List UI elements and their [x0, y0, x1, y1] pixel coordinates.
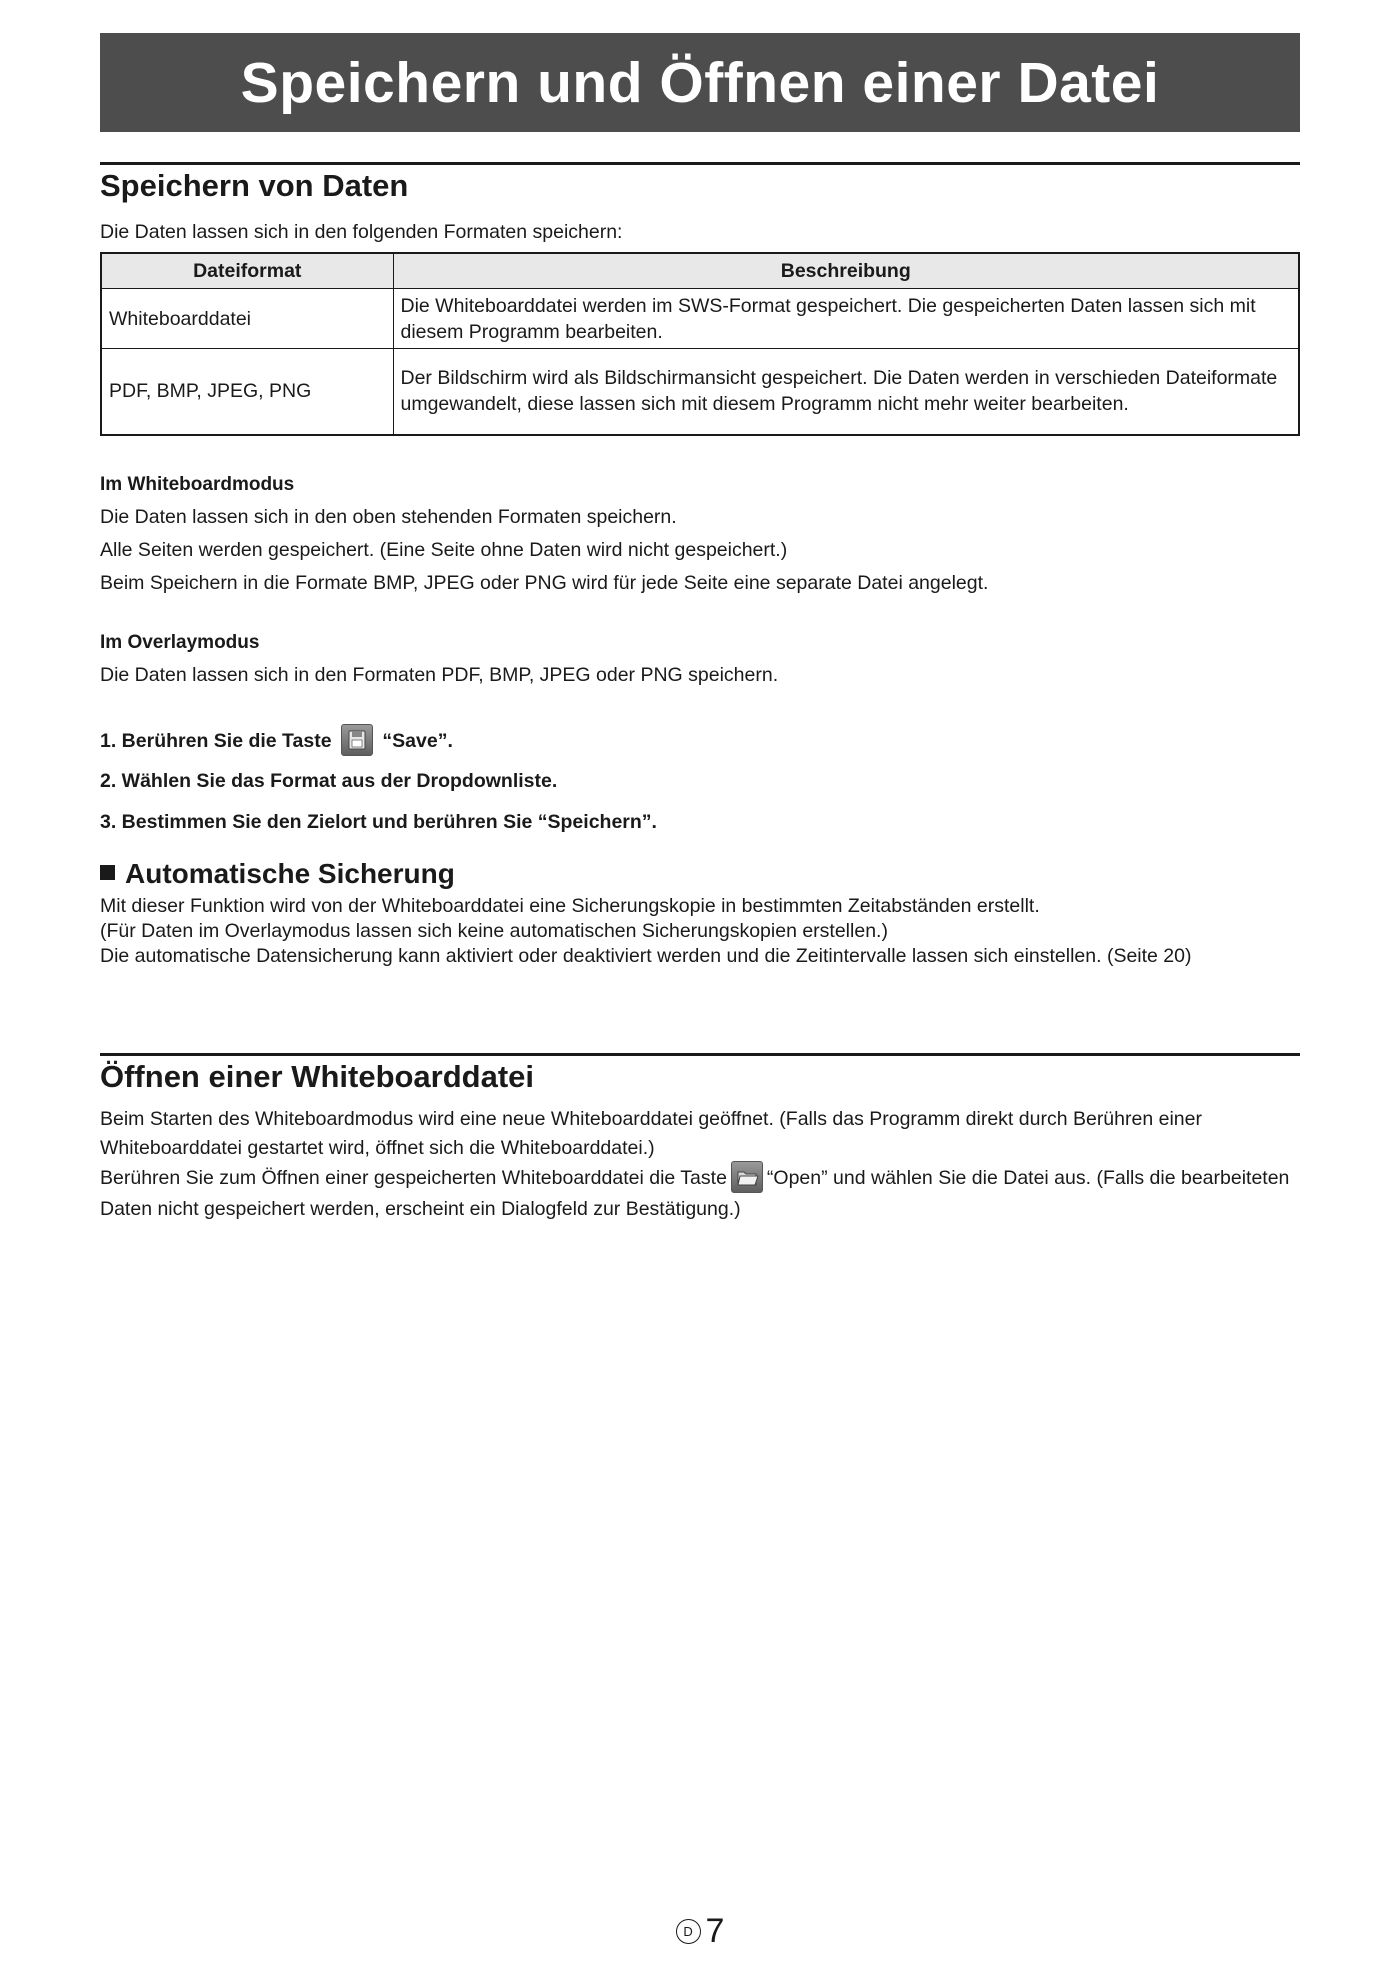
table-cell-format: Whiteboarddatei — [101, 289, 393, 349]
formats-table — [100, 252, 1300, 436]
whiteboard-mode-line-2: Alle Seiten werden gespeichert. (Eine Seite ohne Daten wird nicht gespeichert.) — [100, 538, 788, 561]
table-header-row — [101, 253, 1299, 289]
whiteboard-mode-line-1: Die Daten lassen sich in den oben stehenden Formaten speichern. — [100, 505, 677, 528]
save-intro: Die Daten lassen sich in den folgenden Formaten speichern: — [100, 221, 623, 244]
step-1-label: “Save”. — [382, 729, 453, 752]
whiteboard-mode-heading: Im Whiteboardmodus — [100, 473, 295, 495]
table-header-format: Dateiformat — [101, 253, 393, 289]
open-section-heading: Öffnen einer Whiteboarddatei — [100, 1059, 535, 1095]
save-section-heading: Speichern von Daten — [100, 168, 409, 203]
open-para-2-rest: “Open” und wählen Sie die Datei aus. (Falls die bearbeiteten Daten nicht gespeichert werden, erscheint ein Dialogfeld zur Bestätigung.) — [100, 1167, 1290, 1221]
section-rule-save — [100, 162, 1300, 165]
whiteboard-mode-line-3: Beim Speichern in die Formate BMP, JPEG oder PNG wird für jede Seite eine separate Datei angelegt. — [100, 571, 989, 594]
step-3: 3. Bestimmen Sie den Zielort und berühren Sie “Speichern”. — [100, 810, 657, 833]
section-rule-open — [100, 1053, 1300, 1056]
autosave-line-3: Die automatische Datensicherung kann aktiviert oder deaktiviert werden und die Zeitintervalle lassen sich einstellen. (Seite 20) — [100, 945, 1192, 968]
open-para-2-text: Berühren Sie zum Öffnen einer gespeicherten Whiteboarddatei die Taste — [100, 1167, 727, 1190]
table-row — [101, 289, 1299, 349]
folder-open-icon[interactable] — [731, 1161, 763, 1193]
step-1 — [100, 726, 1300, 758]
language-mark: D — [676, 1919, 701, 1944]
page-title: Speichern und Öffnen einer Datei — [240, 50, 1160, 115]
overlay-mode-heading: Im Overlaymodus — [100, 631, 260, 653]
open-para-1: Beim Starten des Whiteboardmodus wird eine neue Whiteboarddatei geöffnet. (Falls das Programm direkt durch Berühren einer Whiteboarddatei gestartet wird, öffnet sich die Whiteboarddatei.) — [100, 1108, 1202, 1160]
autosave-heading-text: Automatische Sicherung — [125, 857, 455, 889]
square-bullet-icon — [100, 865, 115, 880]
step-1-text: 1. Berühren Sie die Taste — [100, 729, 332, 752]
save-icon[interactable] — [341, 724, 373, 756]
page-title-bar — [100, 33, 1300, 132]
autosave-heading — [100, 857, 1300, 891]
table-cell-description: Die Whiteboarddatei werden im SWS-Format gespeichert. Die gespeicherten Daten lassen sich mit diesem Programm bearbeiten. — [393, 289, 1299, 349]
table-header-description: Beschreibung — [393, 253, 1299, 289]
step-2: 2. Wählen Sie das Format aus der Dropdownliste. — [100, 769, 558, 792]
table-cell-format: PDF, BMP, JPEG, PNG — [101, 349, 393, 435]
document-page — [100, 33, 1300, 1224]
autosave-line-1: Mit dieser Funktion wird von der Whiteboarddatei eine Sicherungskopie in bestimmten Zeitabständen erstellt. — [100, 895, 1040, 918]
open-para-2 — [100, 1163, 1300, 1224]
page-footer — [0, 1912, 1400, 1951]
overlay-mode-line: Die Daten lassen sich in den Formaten PDF, BMP, JPEG oder PNG speichern. — [100, 663, 779, 686]
table-cell-description: Der Bildschirm wird als Bildschirmansicht gespeichert. Die Daten werden in verschieden Dateiformate umgewandelt, diese lassen sich mit diesem Programm nicht mehr weiter bearbeiten. — [393, 349, 1299, 435]
page-number: 7 — [705, 1912, 725, 1950]
table-row — [101, 349, 1299, 435]
autosave-line-2: (Für Daten im Overlaymodus lassen sich keine automatischen Sicherungskopien erstellen.) — [100, 920, 888, 943]
